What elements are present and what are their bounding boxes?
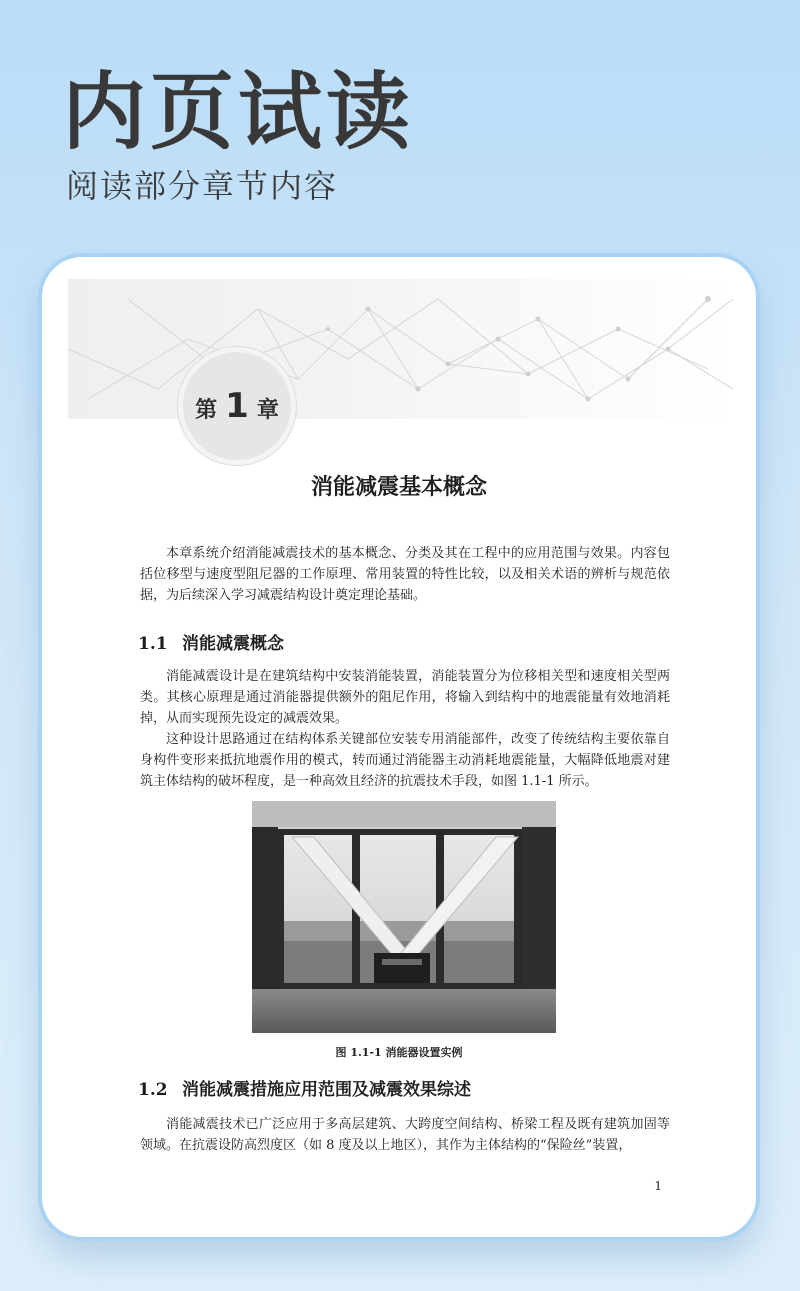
chapter-title: 消能减震基本概念 [310,475,487,500]
network-pattern [68,279,738,419]
section-title: 消能减震概念 [182,634,284,654]
section-1-1-paragraph-1: 消能减震设计是在建筑结构中安装消能装置，消能装置分为位移相关型和速度相关型两类。其核心原理是通过消能器提供额外的阻尼作用，将输入到结构中的地震能量有效地消耗掉，从而实现预先设定的减震效果。 [140,669,670,726]
section-heading-1-1 [138,629,284,654]
chapter-banner [68,279,738,419]
chapter-prefix: 第 [195,398,218,423]
section-number: 1.1 [138,634,168,654]
preview-page-card [38,253,760,1241]
section-1-2-paragraph-1: 消能减震技术已广泛应用于多高层建筑、大跨度空间结构、桥梁工程及既有建筑加固等领域。在抗震设防高烈度区（如 8 度及以上地区），其作为主体结构的“保险丝”装置， [140,1117,670,1153]
hero-title: 内页试读 [62,63,415,161]
section-title: 消能减震措施应用范围及减震效果综述 [182,1080,471,1100]
chapter-number: 1 [225,386,249,426]
section-number: 1.2 [138,1080,168,1100]
hero-subtitle: 阅读部分章节内容 [66,167,339,205]
figure-caption: 图 1.1-1 消能器设置实例 [335,1046,463,1059]
chapter-number-badge [178,347,296,465]
page-number: 1 [654,1179,662,1193]
section-heading-1-2 [138,1075,471,1100]
chapter-suffix: 章 [256,398,279,423]
damper-installation-photo [252,801,556,1033]
intro-paragraph: 本章系统介绍消能减震技术的基本概念、分类及其在工程中的应用范围与效果。内容包括位移型与速度型阻尼器的工作原理、常用装置的特性比较，以及相关术语的辨析与规范依据，为后续深入学习减震结构设计奠定理论基础。 [140,546,670,603]
section-1-1-paragraph-2: 这种设计思路通过在结构体系关键部位安装专用消能部件，改变了传统结构主要依靠自身构件变形来抵抗地震作用的模式，转而通过消能器主动消耗地震能量，大幅降低地震对建筑主体结构的破坏程度，是一种高效且经济的抗震技术手段，如图 1.1-1 所示。 [140,732,670,789]
